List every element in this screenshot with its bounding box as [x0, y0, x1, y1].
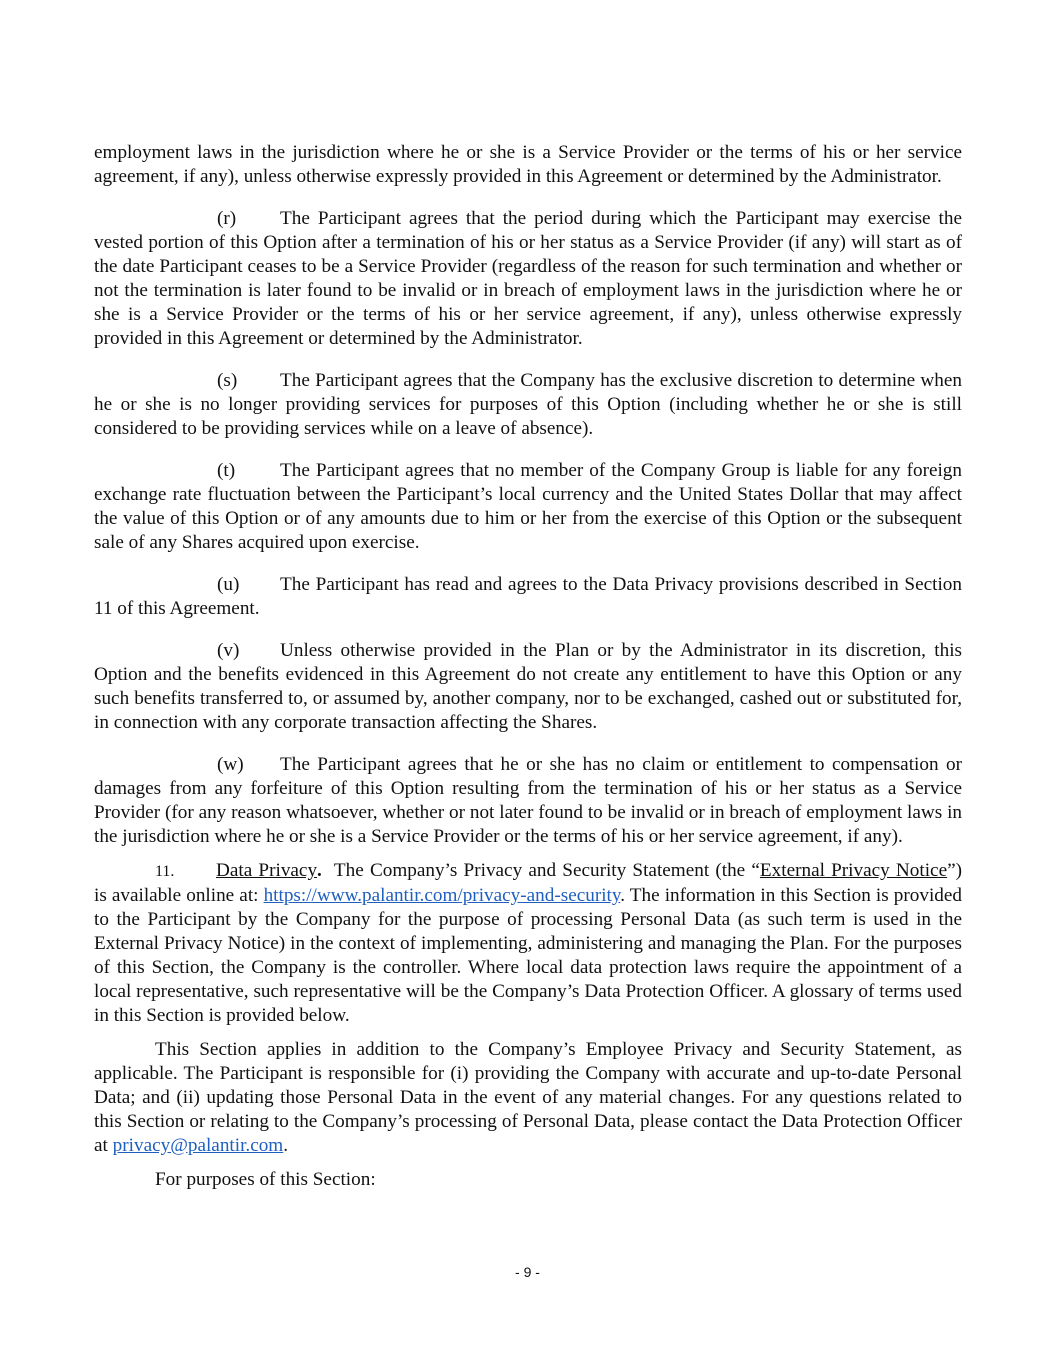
item-text: The Participant agrees that he or she has no claim or entitlement to compensation or damages from any forfeiture of this Option resulting from the termination of his or her status as a Service Provider (for any reason whatsoever, whether or not later found to be invalid or in breach of employment laws in the jurisdiction where he or she is a Service Provider or the terms of his or her service agreement, if any). — [94, 754, 962, 847]
item-v — [94, 639, 962, 735]
item-text: The Participant agrees that the Company has the exclusive discretion to determine when he or she is no longer providing services for purposes of this Option (including whether he or she is still considered to be providing services while on a leave of absence). — [94, 370, 962, 439]
item-marker: (t) — [217, 460, 236, 481]
defined-term: External Privacy Notice — [759, 860, 948, 881]
page-number: - 9 - — [515, 1264, 540, 1280]
privacy-url-link[interactable]: https://www.palantir.com/privacy-and-security — [263, 885, 621, 906]
item-marker: (s) — [217, 370, 238, 391]
item-r — [94, 207, 962, 351]
item-t — [94, 459, 962, 555]
item-text: The Participant agrees that the period during which the Participant may exercise the vested portion of this Option after a termination of his or her status as a Service Provider (if any) will start as of the date Participant ceases to be a Service Provider (regardless of the reason for such termination and whether or not the termination is later found to be invalid or in breach of employment laws in the jurisdiction where he or she is a Service Provider or the terms of his or her service agreement, if any), unless otherwise expressly provided in this Agreement or determined by the Administrator. — [94, 208, 962, 349]
applies-text-end: . — [283, 1135, 289, 1156]
applies-text: This Section applies in addition to the Company’s Employee Privacy and Security Statement, as applicable. The Participant is responsible for (i) providing the Company with accurate and up-to-date Personal Data; and (ii) updating those Personal Data in the event of any material changes. For any questions related to this Section or relating to the Company’s processing of Personal Data, please contact the Data Protection Officer at — [94, 1039, 962, 1156]
section-number: 11. — [155, 863, 175, 880]
heading-period: . — [317, 860, 322, 881]
privacy-email-link[interactable]: privacy@palantir.com — [112, 1135, 284, 1156]
item-s — [94, 369, 962, 441]
section-text: The Company’s Privacy and Security Statement (the “ — [333, 860, 760, 881]
item-text: The Participant agrees that no member of the Company Group is liable for any foreign exchange rate fluctuation between the Participant’s local currency and the United States Dollar that may affect the value of this Option or of any amounts due to him or her from the exercise of this Option or the subsequent sale of any Shares acquired upon exercise. — [94, 460, 962, 553]
applies-paragraph — [94, 1038, 962, 1158]
item-text: Unless otherwise provided in the Plan or by the Administrator in its discretion, this Option and the benefits evidenced in this Agreement do not create any entitlement to have this Option or any such benefits transferred to, or assumed by, another company, nor to be exchanged, cashed out or substituted for, in connection with any corporate transaction affecting the Shares. — [94, 640, 962, 733]
item-w — [94, 753, 962, 849]
section-text: . The information in this Section is provided to the Participant by the Company for the purpose of processing Personal Data (as such term is used in the External Privacy Notice) in the context of implementing, administering and managing the Plan. For the purposes of this Section, the Company is the controller. Where local data protection laws require the appointment of a local representative, such representative will be the Company’s Data Protection Officer. A glossary of terms used in this Section is provided below. — [94, 885, 962, 1026]
item-marker: (w) — [217, 754, 244, 775]
purposes-line: For purposes of this Section: — [155, 1169, 376, 1190]
item-marker: (u) — [217, 574, 240, 595]
section-heading: Data Privacy — [216, 860, 318, 881]
item-marker: (v) — [217, 640, 240, 661]
section-text: ”) is available online at: — [94, 860, 962, 906]
section-11-paragraph — [94, 859, 962, 1028]
item-text: The Participant has read and agrees to the Data Privacy provisions described in Section 11 of this Agreement. — [94, 574, 962, 619]
continuation-paragraph: employment laws in the jurisdiction where he or she is a Service Provider or the terms of his or her service agreement, if any), unless otherwise expressly provided in this Agreement or determined by the Administrator. — [94, 142, 962, 187]
document-page — [94, 141, 962, 1192]
item-marker: (r) — [217, 208, 237, 229]
item-u — [94, 573, 962, 621]
